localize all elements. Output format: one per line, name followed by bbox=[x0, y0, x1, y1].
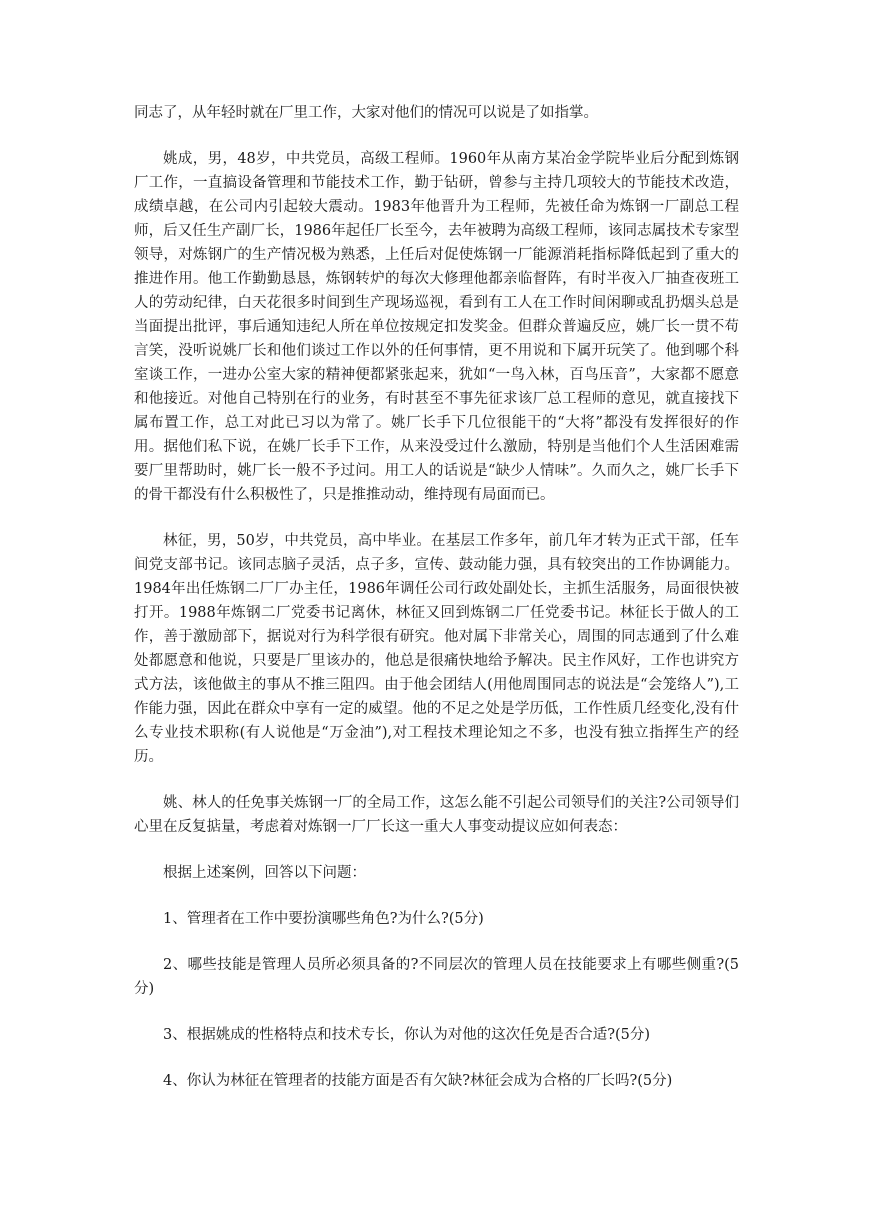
document-page bbox=[134, 101, 739, 1115]
question-4: 4、你认为林征在管理者的技能方面是否有欠缺?林征会成为合格的厂长吗?(5分) bbox=[163, 1073, 673, 1089]
question-2: 2、哪些技能是管理人员所必须具备的?不同层次的管理人员在技能要求上有哪些侧重?(5分) bbox=[134, 957, 739, 997]
question-3: 3、根据姚成的性格特点和技术专长，你认为对他的这次任免是否合适?(5分) bbox=[163, 1027, 651, 1043]
paragraph-yao-cheng: 姚成，男，48岁，中共党员，高级工程师。1960年从南方某冶金学院毕业后分配到炼钢厂工作，一直搞设备管理和节能技术工作，勤于钻研，曾参与主持几项较大的节能技术改造，成绩卓越，在公司内引起较大震动。1983年他晋升为工程师，先被任命为炼钢一厂副总工程师，后又任生产副厂长，1986年起任厂长至今，去年被聘为高级工程师，该同志属技术专家型领导，对炼钢广的生产情况极为熟悉，上任后对促使炼钢一厂能源消耗指标降低起到了重大的推进作用。他工作勤勤恳恳，炼钢转炉的每次大修理他都亲临督阵，有时半夜入厂抽查夜班工人的劳动纪律，白天花很多时间到生产现场巡视，看到有工人在工作时间闲聊或乱扔烟头总是当面提出批评，事后通知违纪人所在单位按规定扣发奖金。但群众普遍反应，姚厂长一贯不苟言笑，没听说姚厂长和他们谈过工作以外的任何事情，更不用说和下属开玩笑了。他到哪个科室谈工作，一进办公室大家的精神便都紧张起来，犹如“一鸟入林，百鸟压音”，大家都不愿意和他接近。对他自己特别在行的业务，有时甚至不事先征求该厂总工程师的意见，就直接找下属布置工作，总工对此已习以为常了。姚厂长手下几位很能干的“大将”都没有发挥很好的作用。据他们私下说，在姚厂长手下工作，从来没受过什么激励，特别是当他们个人生活困难需要厂里帮助时，姚厂长一般不予过问。用工人的话说是“缺少人情味”。久而久之，姚厂长手下的骨干都没有什么积极性了，只是推推动动，维持现有局面而已。 bbox=[134, 151, 739, 503]
question-1: 1、管理者在工作中要扮演哪些角色?为什么?(5分) bbox=[163, 911, 484, 927]
paragraph-lin-zheng: 林征，男，50岁，中共党员，高中毕业。在基层工作多年，前几年才转为正式干部，任车间党支部书记。该同志脑子灵活，点子多，宣传、鼓动能力强，具有较突出的工作协调能力。1984年出任炼钢二厂厂办主任，1986年调任公司行政处副处长，主抓生活服务，局面很快被打开。1988年炼钢二厂党委书记离休，林征又回到炼钢二厂任党委书记。林征长于做人的工作，善于激励部下，据说对行为科学很有研究。他对属下非常关心，周围的同志通到了什么难处都愿意和他说，只要是厂里该办的，他总是很痛快地给予解决。民主作风好，工作也讲究方式方法，该他做主的事从不推三阻四。由于他会团结人(用他周围同志的说法是“会笼络人”),工作能力强，因此在群众中享有一定的威望。他的不足之处是学历低，工作性质几经变化,没有什么专业技术职称(有人说他是“万金油”),对工程技术理论知之不多，也没有独立指挥生产的经历。 bbox=[134, 533, 739, 765]
paragraph-leadership-concern: 姚、林人的任免事关炼钢一厂的全局工作，这怎么能不引起公司领导们的关注?公司领导们心里在反复掂量，考虑着对炼钢一厂厂长这一重大人事变动提议应如何表态： bbox=[134, 795, 739, 835]
paragraph-instructions: 根据上述案例，回答以下问题： bbox=[163, 865, 366, 881]
paragraph-intro: 同志了，从年轻时就在厂里工作，大家对他们的情况可以说是了如指掌。 bbox=[134, 105, 598, 121]
